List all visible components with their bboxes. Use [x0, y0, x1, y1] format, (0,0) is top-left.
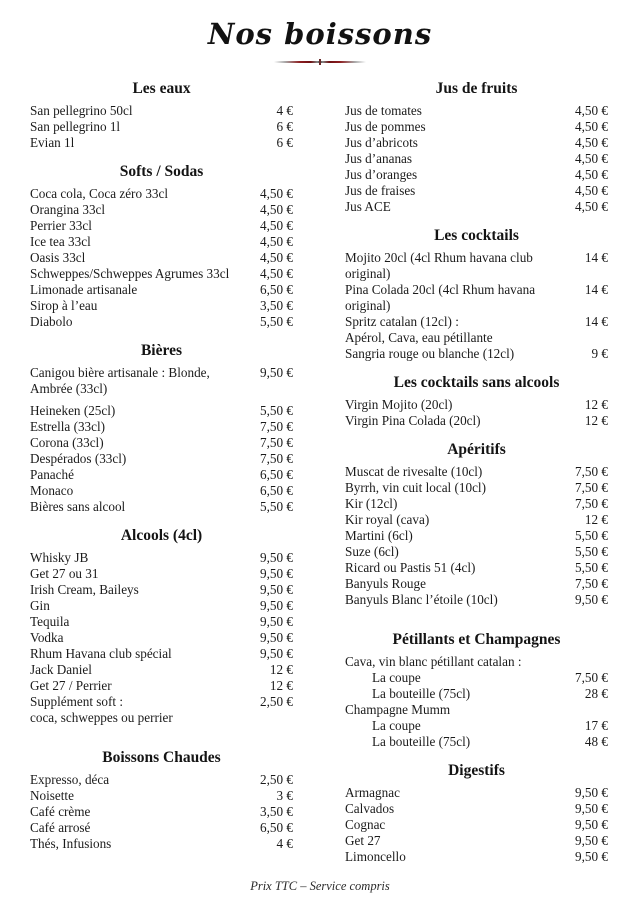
- menu-item: [30, 119, 293, 135]
- menu-section: [30, 750, 293, 852]
- item-price: 9,50 €: [260, 646, 293, 661]
- item-price: 9,50 €: [575, 592, 608, 607]
- menu-item: [30, 483, 293, 499]
- menu-section: [345, 763, 608, 865]
- menu-section: [345, 632, 608, 750]
- item-price: 2,50 €: [260, 772, 293, 787]
- item-price: 4 €: [276, 103, 293, 118]
- menu-item: [345, 817, 608, 833]
- item-label: Get 27: [345, 833, 381, 848]
- item-label: Corona (33cl): [30, 435, 104, 450]
- item-price: 12 €: [584, 512, 608, 527]
- right-column: [345, 79, 608, 865]
- item-price: 9,50 €: [260, 566, 293, 581]
- menu-item: [345, 785, 608, 801]
- menu-item: [345, 576, 608, 592]
- item-price: 4,50 €: [260, 234, 293, 249]
- item-label: Jus de pommes: [345, 119, 426, 134]
- menu-item: [30, 646, 293, 662]
- section-items: [30, 772, 293, 852]
- menu-item: [30, 630, 293, 646]
- item-label: Schweppes/Schweppes Agrumes 33cl: [30, 266, 230, 281]
- left-column: [30, 79, 293, 852]
- menu-item: [345, 718, 608, 734]
- menu-item: [30, 403, 293, 419]
- section-heading: Digestifs: [448, 762, 505, 779]
- section-heading: Bières: [140, 342, 183, 359]
- item-price: 48 €: [584, 734, 608, 749]
- menu-item: [345, 151, 608, 167]
- item-price: 7,50 €: [260, 419, 293, 434]
- item-label: Jus d’ananas: [345, 151, 413, 166]
- menu-item: [345, 734, 608, 750]
- item-label: Coca cola, Coca zéro 33cl: [30, 186, 169, 201]
- menu-item: [30, 451, 293, 467]
- item-label: Kir (12cl): [345, 496, 398, 511]
- item-label: Get 27 / Perrier: [30, 678, 112, 693]
- menu-item: [345, 167, 608, 183]
- item-price: 4,50 €: [575, 151, 608, 166]
- item-price: 9,50 €: [260, 365, 293, 380]
- item-label: Kir royal (cava): [345, 512, 430, 527]
- item-price: 3,50 €: [260, 804, 293, 819]
- item-label: Jus de fraises: [345, 183, 416, 198]
- item-price: 4,50 €: [575, 119, 608, 134]
- section-heading: Les cocktails sans alcools: [393, 374, 560, 391]
- menu-item: [30, 772, 293, 788]
- menu-item: [345, 413, 608, 429]
- menu-section: [30, 164, 293, 330]
- menu-item: [30, 694, 293, 710]
- menu-item: [30, 820, 293, 836]
- item-price: 9,50 €: [260, 550, 293, 565]
- menu-item: [345, 512, 608, 528]
- item-price: 9,50 €: [260, 598, 293, 613]
- menu-item: [30, 202, 293, 218]
- section-heading: Pétillants et Champagnes: [392, 631, 561, 648]
- menu-item: [345, 702, 608, 718]
- item-price: 9,50 €: [575, 849, 608, 864]
- menu-item: [30, 282, 293, 298]
- item-label: Pina Colada 20cl (4cl Rhum havana original): [345, 282, 536, 313]
- item-label: Expresso, déca: [30, 772, 110, 787]
- item-label: Virgin Mojito (20cl): [345, 397, 453, 412]
- menu-item: [345, 103, 608, 119]
- title-divider-ornament: [274, 59, 366, 65]
- item-price: 2,50 €: [260, 694, 293, 709]
- item-price: 4,50 €: [260, 186, 293, 201]
- item-price: 9,50 €: [575, 833, 608, 848]
- item-label: La bouteille (75cl): [372, 686, 471, 701]
- menu-item: [30, 582, 293, 598]
- item-price: 17 €: [584, 718, 608, 733]
- item-price: 6 €: [276, 119, 293, 134]
- item-label: Muscat de rivesalte (10cl): [345, 464, 483, 479]
- item-label: Jus d’oranges: [345, 167, 418, 182]
- item-price: 7,50 €: [575, 480, 608, 495]
- menu-item: [30, 103, 293, 119]
- menu-item: [30, 804, 293, 820]
- item-price: 9,50 €: [575, 817, 608, 832]
- menu-section: [30, 343, 293, 515]
- menu-item: [30, 788, 293, 804]
- item-label: Jus de tomates: [345, 103, 422, 118]
- item-price: 6 €: [276, 135, 293, 150]
- menu-item: [345, 496, 608, 512]
- menu-item: [345, 250, 608, 282]
- section-items: [345, 785, 608, 865]
- menu-item: [345, 592, 608, 608]
- item-price: 7,50 €: [260, 451, 293, 466]
- item-price: 5,50 €: [575, 544, 608, 559]
- item-price: 5,50 €: [260, 403, 293, 418]
- menu-item: [345, 183, 608, 199]
- menu-item: [30, 566, 293, 582]
- menu-item: [30, 218, 293, 234]
- item-price: 5,50 €: [260, 499, 293, 514]
- section-heading: Boissons Chaudes: [102, 749, 221, 766]
- item-label: Orangina 33cl: [30, 202, 106, 217]
- item-label: Mojito 20cl (4cl Rhum havana club original): [345, 250, 533, 281]
- item-label: Ice tea 33cl: [30, 234, 91, 249]
- section-heading: Softs / Sodas: [119, 163, 204, 180]
- item-price: 6,50 €: [260, 483, 293, 498]
- section-items: [345, 397, 608, 429]
- menu-columns: [30, 79, 610, 865]
- page-title: Nos boissons: [207, 17, 433, 51]
- menu-item: [30, 467, 293, 483]
- item-label: Thés, Infusions: [30, 836, 112, 851]
- item-label: Estrella (33cl): [30, 419, 106, 434]
- item-label: Panaché: [30, 467, 74, 482]
- item-label: Banyuls Blanc l’étoile (10cl): [345, 592, 498, 607]
- item-label: Vodka: [30, 630, 64, 645]
- item-label: Sangria rouge ou blanche (12cl): [345, 346, 515, 361]
- item-price: 4,50 €: [260, 202, 293, 217]
- item-label: Café crème: [30, 804, 91, 819]
- item-price: 28 €: [584, 686, 608, 701]
- menu-item: [345, 397, 608, 413]
- item-label: Bières sans alcool: [30, 499, 126, 514]
- menu-section: [30, 81, 293, 151]
- item-price: 7,50 €: [575, 496, 608, 511]
- item-note: Apérol, Cava, eau pétillante: [345, 330, 493, 345]
- item-price: 12 €: [584, 413, 608, 428]
- menu-item: [345, 560, 608, 576]
- item-label: La bouteille (75cl): [372, 734, 471, 749]
- menu-item: [345, 119, 608, 135]
- item-price: 6,50 €: [260, 820, 293, 835]
- item-label: Rhum Havana club spécial: [30, 646, 172, 661]
- item-price: 6,50 €: [260, 282, 293, 297]
- item-label: Gin: [30, 598, 50, 613]
- item-label: Monaco: [30, 483, 74, 498]
- item-label: Jack Daniel: [30, 662, 92, 677]
- item-label: Martini (6cl): [345, 528, 413, 543]
- menu-item: [30, 598, 293, 614]
- menu-item: [345, 544, 608, 560]
- item-label: Suze (6cl): [345, 544, 399, 559]
- item-price: 6,50 €: [260, 467, 293, 482]
- item-label: Café arrosé: [30, 820, 91, 835]
- item-price: 7,50 €: [575, 670, 608, 685]
- item-label: Ricard ou Pastis 51 (4cl): [345, 560, 476, 575]
- item-label: Canigou bière artisanale : Blonde, Ambrée (33cl): [30, 365, 210, 396]
- item-price: 12 €: [269, 678, 293, 693]
- item-price: 4 €: [276, 836, 293, 851]
- item-label: Evian 1l: [30, 135, 75, 150]
- menu-item: [30, 662, 293, 678]
- item-label: Diabolo: [30, 314, 73, 329]
- menu-item: [30, 365, 293, 397]
- item-price: 12 €: [269, 662, 293, 677]
- menu-section: [345, 228, 608, 362]
- item-price: 9,50 €: [260, 630, 293, 645]
- menu-item: [30, 314, 293, 330]
- menu-item: [345, 528, 608, 544]
- menu-item: [30, 499, 293, 515]
- section-items: [345, 103, 608, 215]
- menu-section: [345, 375, 608, 429]
- item-label: Noisette: [30, 788, 74, 803]
- item-price: 4,50 €: [575, 103, 608, 118]
- item-label: Cava, vin blanc pétillant catalan :: [345, 654, 522, 669]
- item-price: 9,50 €: [575, 801, 608, 816]
- menu-item: [345, 314, 608, 330]
- item-price: 9,50 €: [260, 614, 293, 629]
- item-price: 4,50 €: [260, 250, 293, 265]
- item-price: 4,50 €: [575, 135, 608, 150]
- item-price: 7,50 €: [575, 464, 608, 479]
- item-label: La coupe: [372, 670, 421, 685]
- menu-item: [345, 199, 608, 215]
- item-label: Byrrh, vin cuit local (10cl): [345, 480, 486, 495]
- menu-item: [345, 464, 608, 480]
- footer-note: Prix TTC – Service compris: [250, 879, 390, 893]
- menu-item: [30, 419, 293, 435]
- item-price: 4,50 €: [575, 199, 608, 214]
- section-items: [30, 550, 293, 726]
- section-items: [30, 365, 293, 515]
- item-label: Tequila: [30, 614, 70, 629]
- menu-section: [345, 442, 608, 608]
- item-price: 14 €: [584, 314, 608, 329]
- item-label: Get 27 ou 31: [30, 566, 99, 581]
- menu-item: [345, 346, 608, 362]
- menu-item: [30, 298, 293, 314]
- item-label: Despérados (33cl): [30, 451, 127, 466]
- section-heading: Apéritifs: [447, 441, 506, 458]
- section-items: [30, 103, 293, 151]
- section-items: [345, 654, 608, 750]
- menu-item: [30, 266, 293, 282]
- menu-item: [30, 836, 293, 852]
- item-price: 5,50 €: [575, 528, 608, 543]
- item-price: 4,50 €: [260, 266, 293, 281]
- item-label: Limonade artisanale: [30, 282, 138, 297]
- menu-item: [345, 480, 608, 496]
- section-heading: Les eaux: [132, 80, 191, 97]
- menu-item: [30, 614, 293, 630]
- menu-item: [30, 678, 293, 694]
- item-label: Spritz catalan (12cl) :: [345, 314, 459, 329]
- menu-item: [30, 550, 293, 566]
- item-label: Armagnac: [345, 785, 400, 800]
- menu-item: [345, 670, 608, 686]
- item-label: Oasis 33cl: [30, 250, 86, 265]
- section-items: [345, 464, 608, 608]
- item-price: 7,50 €: [575, 576, 608, 591]
- item-price: 4,50 €: [575, 167, 608, 182]
- menu-item: [30, 250, 293, 266]
- item-label: Champagne Mumm: [345, 702, 451, 717]
- item-label: Cognac: [345, 817, 386, 832]
- item-label: La coupe: [372, 718, 421, 733]
- section-heading: Alcools (4cl): [120, 527, 203, 544]
- menu-item: [345, 282, 608, 314]
- item-label: Heineken (25cl): [30, 403, 116, 418]
- item-label: San pellegrino 1l: [30, 119, 121, 134]
- item-note: coca, schweppes ou perrier: [30, 710, 173, 725]
- item-label: Supplément soft :: [30, 694, 124, 709]
- item-price: 4,50 €: [575, 183, 608, 198]
- menu-item: [345, 135, 608, 151]
- item-price: 5,50 €: [260, 314, 293, 329]
- section-items: [345, 250, 608, 362]
- menu-item: [30, 435, 293, 451]
- item-price: 3 €: [276, 788, 293, 803]
- item-price: 12 €: [584, 397, 608, 412]
- item-price: 5,50 €: [575, 560, 608, 575]
- item-price: 9,50 €: [575, 785, 608, 800]
- item-label: Whisky JB: [30, 550, 89, 565]
- menu-section: [30, 528, 293, 726]
- item-label: Jus ACE: [345, 199, 391, 214]
- menu-item: [345, 654, 608, 670]
- menu-item: [30, 234, 293, 250]
- menu-item: [345, 833, 608, 849]
- section-items: [30, 186, 293, 330]
- menu-header: [30, 14, 610, 65]
- item-label: San pellegrino 50cl: [30, 103, 133, 118]
- item-label: Perrier 33cl: [30, 218, 92, 233]
- item-price: 4,50 €: [260, 218, 293, 233]
- item-label: Limoncello: [345, 849, 406, 864]
- item-price: 9 €: [591, 346, 608, 361]
- menu-section: [345, 81, 608, 215]
- menu-item: [345, 849, 608, 865]
- menu-item: [345, 686, 608, 702]
- item-price: 14 €: [584, 282, 608, 297]
- menu-item: [30, 186, 293, 202]
- item-price: 14 €: [584, 250, 608, 265]
- menu-item: [30, 135, 293, 151]
- section-heading: Les cocktails: [434, 227, 519, 244]
- item-label: Irish Cream, Baileys: [30, 582, 139, 597]
- item-label: Virgin Pina Colada (20cl): [345, 413, 481, 428]
- item-label: Banyuls Rouge: [345, 576, 426, 591]
- menu-item: [345, 801, 608, 817]
- item-price: 9,50 €: [260, 582, 293, 597]
- item-price: 3,50 €: [260, 298, 293, 313]
- item-price: 7,50 €: [260, 435, 293, 450]
- item-label: Sirop à l’eau: [30, 298, 98, 313]
- item-label: Jus d’abricots: [345, 135, 418, 150]
- section-heading: Jus de fruits: [435, 80, 518, 97]
- item-label: Calvados: [345, 801, 395, 816]
